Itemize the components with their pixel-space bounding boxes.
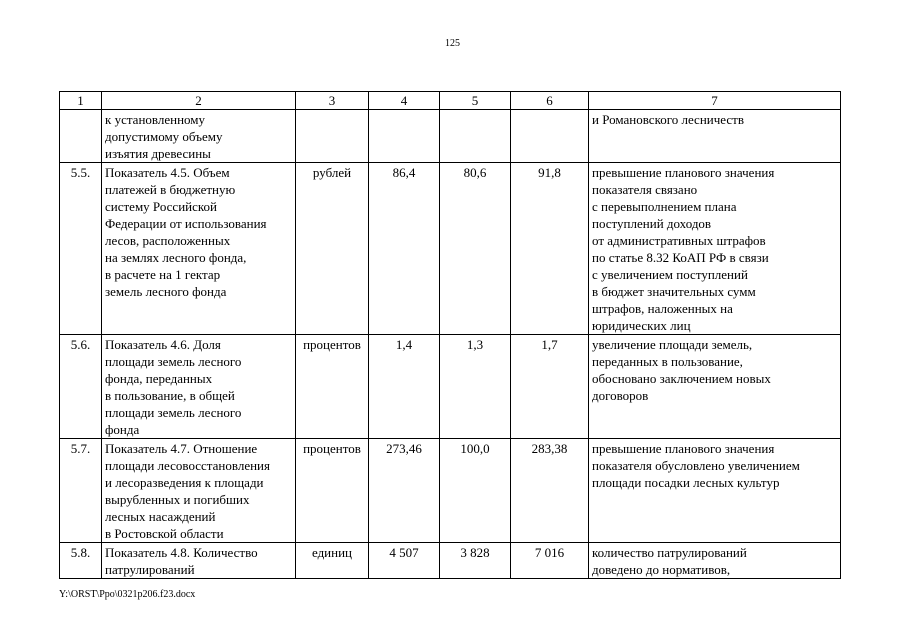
table-row xyxy=(60,439,841,543)
note-cell: увеличение площади земель, переданных в пользование, обосновано заключением новых договоров xyxy=(589,335,841,439)
value-cell: 1,3 xyxy=(440,335,511,439)
page-number: 125 xyxy=(445,38,460,49)
value-cell xyxy=(369,110,440,163)
unit-cell: процентов xyxy=(296,439,369,543)
column-header: 6 xyxy=(511,92,589,110)
unit-cell: единиц xyxy=(296,543,369,579)
row-number: 5.6. xyxy=(60,335,102,439)
unit-cell: рублей xyxy=(296,163,369,335)
note-cell: и Романовского лесничеств xyxy=(589,110,841,163)
value-cell: 1,7 xyxy=(511,335,589,439)
column-header: 2 xyxy=(102,92,296,110)
row-number: 5.8. xyxy=(60,543,102,579)
column-header: 4 xyxy=(369,92,440,110)
unit-cell xyxy=(296,110,369,163)
column-header: 7 xyxy=(589,92,841,110)
file-path-footer: Y:\ORST\Ppo\0321p206.f23.docx xyxy=(59,589,196,600)
row-number: 5.5. xyxy=(60,163,102,335)
table-header-row xyxy=(60,92,841,110)
table-row xyxy=(60,335,841,439)
column-header: 1 xyxy=(60,92,102,110)
unit-cell: процентов xyxy=(296,335,369,439)
table-row xyxy=(60,110,841,163)
table-row xyxy=(60,543,841,579)
row-number: 5.7. xyxy=(60,439,102,543)
indicator-name: Показатель 4.6. Доля площади земель лесного фонда, переданных в пользование, в общей площади земель лесного фонда xyxy=(102,335,296,439)
value-cell: 100,0 xyxy=(440,439,511,543)
value-cell: 283,38 xyxy=(511,439,589,543)
column-header: 3 xyxy=(296,92,369,110)
row-number xyxy=(60,110,102,163)
value-cell: 86,4 xyxy=(369,163,440,335)
value-cell: 3 828 xyxy=(440,543,511,579)
indicator-name: Показатель 4.5. Объем платежей в бюджетную систему Российской Федерации от использования лесов, расположенных на землях лесного фонда, в расчете на 1 гектар земель лесного фонда xyxy=(102,163,296,335)
note-cell: превышение планового значения показателя связано с перевыполнением плана поступлений доходов от административных штрафов по статье 8.32 КоАП РФ в связи с увеличением поступлений в бюджет значительных сумм штрафов, наложенных на юридических лиц xyxy=(589,163,841,335)
value-cell: 80,6 xyxy=(440,163,511,335)
value-cell: 7 016 xyxy=(511,543,589,579)
value-cell: 1,4 xyxy=(369,335,440,439)
column-header: 5 xyxy=(440,92,511,110)
indicator-name: к установленному допустимому объему изъятия древесины xyxy=(102,110,296,163)
value-cell xyxy=(511,110,589,163)
table-row xyxy=(60,163,841,335)
value-cell: 91,8 xyxy=(511,163,589,335)
note-cell: превышение планового значения показателя обусловлено увеличением площади посадки лесных культур xyxy=(589,439,841,543)
data-table xyxy=(59,91,841,579)
indicator-name: Показатель 4.7. Отношение площади лесовосстановления и лесоразведения к площади вырубленных и погибших лесных насаждений в Ростовской области xyxy=(102,439,296,543)
note-cell: количество патрулирований доведено до нормативов, xyxy=(589,543,841,579)
value-cell: 4 507 xyxy=(369,543,440,579)
value-cell xyxy=(440,110,511,163)
indicator-name: Показатель 4.8. Количество патрулирований xyxy=(102,543,296,579)
value-cell: 273,46 xyxy=(369,439,440,543)
